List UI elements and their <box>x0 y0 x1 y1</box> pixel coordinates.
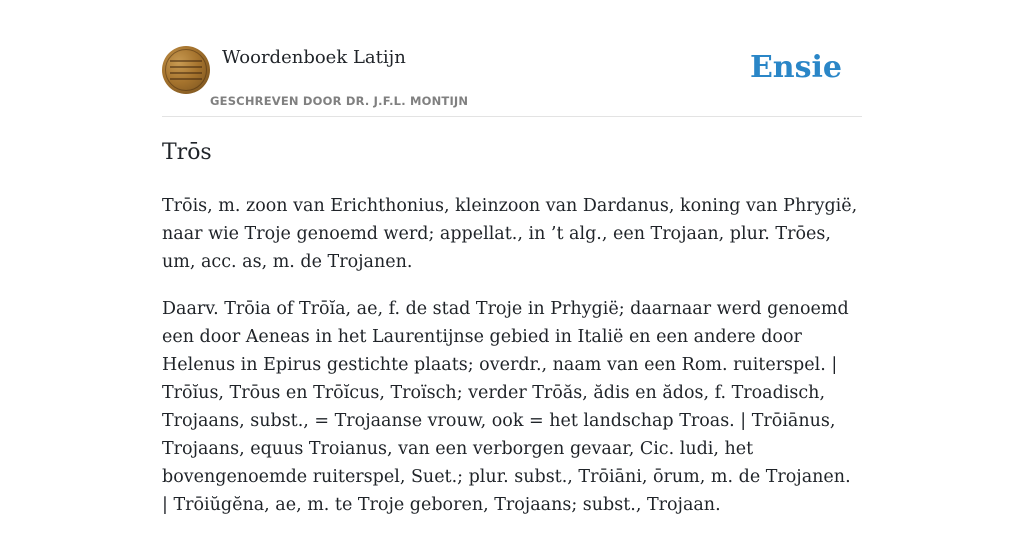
dictionary-title-link[interactable]: Woordenboek Latijn <box>222 47 406 68</box>
coin-inscription-line <box>170 78 202 80</box>
coin-inscription-line <box>170 60 202 62</box>
coin-inscription-line <box>170 66 202 68</box>
entry-title: Trōs <box>162 140 212 165</box>
coin-ring <box>165 49 207 91</box>
entry-body <box>162 192 862 538</box>
entry-paragraph: Daarv. Trōia of Trōĭa, ae, f. de stad Troje in Prhygië; daarnaar werd genoemd een door Aeneas in het Laurentijnse gebied in Italië en een andere door Helenus in Epirus gestichte plaats; overdr., naam van een Rom. ruiterspel. | Trōĭus, Trōus en Trōĭcus, Troïsch; verder Trōăs, ădis en ădos, f. Troadisch, Trojaans, subst., = Trojaanse vrouw, ook = het landschap Troas. | Trōiānus, Trojaans, equus Troianus, van een verborgen gevaar, Cic. ludi, het bovengenoemde ruiterspel, Suet.; plur. subst., Trōiāni, ōrum, m. de Trojanen. | Trōiŭgĕna, ae, m. te Troje geboren, Trojaans; subst., Trojaan. <box>162 299 851 515</box>
author-byline: GESCHREVEN DOOR DR. J.F.L. MONTIJN <box>210 94 469 108</box>
coin-logo-icon[interactable] <box>162 46 210 94</box>
entry-paragraph: Trōis, m. zoon van Erichthonius, kleinzoon van Dardanus, koning van Phrygië, naar wie Troje genoemd werd; appellat., in ’t alg., een Trojaan, plur. Trōes, um, acc. as, m. de Trojanen. <box>162 196 858 272</box>
page-container <box>162 0 862 515</box>
site-header <box>162 0 862 117</box>
coin-inscription-line <box>170 72 202 74</box>
ensie-brand-link[interactable]: Ensie <box>749 50 842 85</box>
